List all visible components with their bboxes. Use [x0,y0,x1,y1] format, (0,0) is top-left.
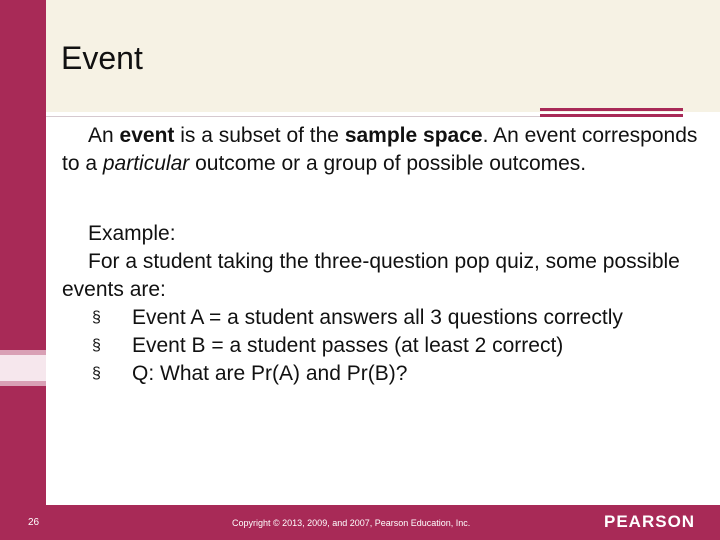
definition-text-1: An [88,124,120,147]
event-bullet-list [62,304,712,388]
bullet-item [62,360,712,388]
title-rule-bars [540,108,683,120]
example-label: Example: [88,222,176,245]
bullet-item [62,332,712,360]
term-sample-space: sample space [344,124,483,147]
bullet-marker: § [92,365,101,382]
page-number: 26 [28,517,40,528]
title-rule-line [46,116,540,117]
pearson-logo: PEARSON [604,512,696,531]
term-event: event [119,124,175,147]
slide-content [62,122,712,388]
left-sidebar-bar [0,0,46,540]
header-band [46,0,720,112]
spacer [62,178,712,220]
copyright-notice: Copyright © 2013, 2009, and 2007, Pearson Education, Inc. [232,518,471,528]
bullet-item [62,304,712,332]
bullet-marker: § [92,309,101,326]
slide-title: Event [61,40,143,76]
definition-text-5: . An event corresponds to a [62,124,698,175]
bullet-marker: § [92,337,101,354]
definition-paragraph [62,122,712,178]
bullet-text: Q: What are Pr(A) and Pr(B)? [132,362,408,385]
term-particular: particular [102,152,190,175]
bullet-text: Event A = a student answers all 3 questions correctly [132,306,623,329]
definition-text-3: is a subset of the [174,124,345,147]
sidebar-notch-inner [0,355,46,381]
example-intro: For a student taking the three-question pop quiz, some possible events are: [62,250,680,301]
definition-text-7: outcome or a group of possible outcomes. [189,152,587,175]
bullet-text: Event B = a student passes (at least 2 correct) [132,334,564,357]
